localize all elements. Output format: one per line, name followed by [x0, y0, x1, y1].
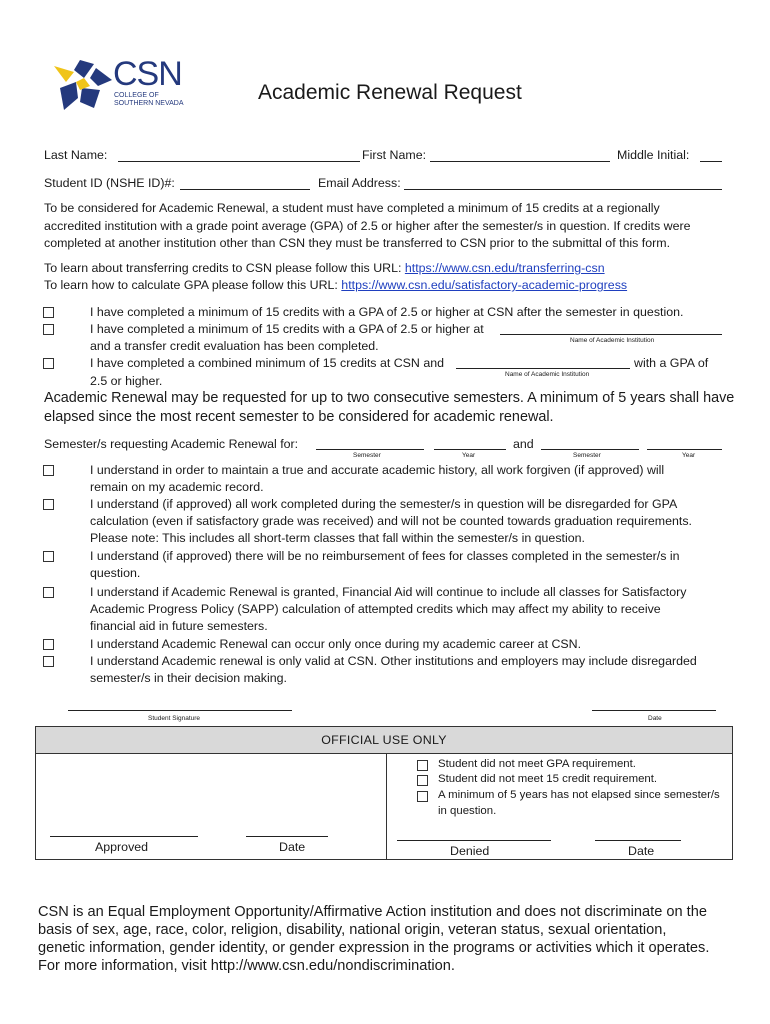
student-id-label: Student ID (NSHE ID)#: — [44, 176, 175, 190]
logo-wordmark: CSN — [113, 55, 182, 93]
email-field[interactable] — [404, 189, 722, 190]
footer-line-1: CSN is an Equal Employment Opportunity/Affirmative Action institution and does not discriminate on the — [38, 904, 707, 920]
ack-4-checkbox[interactable] — [43, 587, 54, 598]
approved-caption: Approved — [95, 840, 149, 854]
gpa-link[interactable]: https://www.csn.edu/satisfactory-academic-progress — [341, 278, 628, 292]
reason-2-text: Student did not meet 15 credit requirement. — [438, 773, 658, 785]
last-name-label: Last Name: — [44, 148, 108, 162]
reason-1-checkbox[interactable] — [417, 760, 428, 771]
semester-2-caption: Semester — [573, 452, 601, 459]
ack-1-line-2: remain on my academic record. — [90, 480, 264, 494]
ack-4-line-3: financial aid in future semesters. — [90, 619, 268, 633]
approved-date-caption: Date — [279, 840, 306, 854]
ack-6-checkbox[interactable] — [43, 656, 54, 667]
ack-3-checkbox[interactable] — [43, 551, 54, 562]
ack-4-line-1: I understand if Academic Renewal is granted, Financial Aid will continue to include all classes for Satisfactory — [90, 585, 687, 599]
csn-star-icon — [50, 58, 116, 116]
reason-1-text: Student did not meet GPA requirement. — [438, 758, 636, 770]
reason-3-checkbox[interactable] — [417, 791, 428, 802]
semesters-and: and — [513, 437, 534, 451]
ack-4-line-2: Academic Progress Policy (SAPP) calculation of attempted credits which may affect my ability to receive — [90, 602, 661, 616]
option-1-text: I have completed a minimum of 15 credits with a GPA of 2.5 or higher at CSN after the semester in question. — [90, 305, 684, 319]
year-2-field[interactable] — [647, 449, 722, 450]
student-signature-caption: Student Signature — [148, 715, 201, 722]
ack-6-line-2: semester/s in their decision making. — [90, 671, 287, 685]
denied-caption: Denied — [450, 844, 490, 858]
ack-2-line-1: I understand (if approved) all work completed during the semester/s in question will be disregarded for GPA — [90, 497, 678, 511]
option-2-institution-field[interactable] — [500, 334, 722, 335]
footer-line-4: For more information, visit http://www.csn.edu/nondiscrimination. — [38, 958, 455, 974]
renewal-note-1: Academic Renewal may be requested for up to two consecutive semesters. A minimum of 5 years shall have — [44, 390, 735, 406]
gpa-link-text: To learn how to calculate GPA please follow this URL: — [44, 278, 342, 292]
semester-1-caption: Semester — [353, 452, 381, 459]
logo-sub2: SOUTHERN NEVADA — [114, 100, 184, 107]
transfer-link-text: To learn about transferring credits to CSN please follow this URL: — [44, 261, 405, 275]
year-1-field[interactable] — [434, 449, 506, 450]
ack-1-line-1: I understand in order to maintain a true and accurate academic history, all work forgiven (if approved) will — [90, 463, 665, 477]
approved-date-field[interactable] — [246, 836, 328, 837]
denied-signature-field[interactable] — [397, 840, 551, 841]
option-1-checkbox[interactable] — [43, 307, 54, 318]
footer-line-2: basis of sex, age, race, color, religion, disability, national origin, veteran status, sexual orientation, — [38, 922, 667, 938]
year-1-caption: Year — [462, 452, 476, 459]
denied-date-caption: Date — [628, 844, 655, 858]
logo-sub1: COLLEGE OF — [114, 92, 159, 99]
csn-logo — [50, 55, 184, 118]
email-label: Email Address: — [318, 176, 401, 190]
student-id-field[interactable] — [180, 189, 310, 190]
reason-2-checkbox[interactable] — [417, 775, 428, 786]
approved-signature-field[interactable] — [50, 836, 198, 837]
transfer-link[interactable]: https://www.csn.edu/transferring-csn — [404, 261, 605, 275]
official-use-divider — [386, 753, 387, 859]
ack-3-line-1: I understand (if approved) there will be no reimbursement of fees for classes completed in the semester/s in — [90, 549, 680, 563]
middle-initial-field[interactable] — [700, 161, 722, 162]
middle-initial-label: Middle Initial: — [617, 148, 690, 162]
ack-5-checkbox[interactable] — [43, 639, 54, 650]
ack-2-checkbox[interactable] — [43, 499, 54, 510]
gpa-link-line — [44, 277, 627, 294]
year-2-caption: Year — [682, 452, 696, 459]
signature-date-caption: Date — [648, 715, 662, 722]
intro-line-1: To be considered for Academic Renewal, a student must have completed a minimum of 15 credits at a regionally — [44, 201, 660, 215]
semester-2-field[interactable] — [541, 449, 639, 450]
option-2-checkbox[interactable] — [43, 324, 54, 335]
option-2-text-cont: and a transfer credit evaluation has been completed. — [90, 339, 379, 353]
last-name-field[interactable] — [118, 161, 360, 162]
intro-line-3: completed at another institution other than CSN they must be transferred to CSN prior to the submittal of this form. — [44, 236, 671, 250]
renewal-note-2: elapsed since the most recent semester to be considered for academic renewal. — [44, 409, 554, 425]
option-3-institution-caption: Name of Academic Institution — [505, 371, 590, 378]
transfer-link-line — [44, 260, 605, 277]
first-name-label: First Name: — [362, 148, 427, 162]
option-3-text: I have completed a combined minimum of 15 credits at CSN and — [90, 356, 444, 370]
option-3-checkbox[interactable] — [43, 358, 54, 369]
student-signature-field[interactable] — [68, 710, 292, 711]
ack-1-checkbox[interactable] — [43, 465, 54, 476]
option-2-institution-caption: Name of Academic Institution — [570, 337, 655, 344]
reason-3-text-cont: in question. — [438, 805, 497, 817]
reason-3-text: A minimum of 5 years has not elapsed since semester/s — [438, 789, 720, 801]
semesters-label: Semester/s requesting Academic Renewal for: — [44, 437, 299, 451]
option-3-text-gpa: with a GPA of — [634, 356, 709, 370]
footer-line-3: genetic information, gender identity, or gender expression in the programs or activities which it operates. — [38, 940, 710, 956]
option-3-institution-field[interactable] — [456, 368, 630, 369]
semester-1-field[interactable] — [316, 449, 424, 450]
ack-5-line-1: I understand Academic Renewal can occur only once during my academic career at CSN. — [90, 637, 582, 651]
first-name-field[interactable] — [430, 161, 610, 162]
option-2-text: I have completed a minimum of 15 credits with a GPA of 2.5 or higher at — [90, 322, 484, 336]
denied-date-field[interactable] — [595, 840, 681, 841]
ack-2-line-3: Please note: This includes all short-term classes that fall within the semester/s in question. — [90, 531, 585, 545]
ack-2-line-2: calculation (even if satisfactory grade was received) and will not be counted towards graduation requirements. — [90, 514, 692, 528]
page-title: Academic Renewal Request — [258, 81, 522, 104]
signature-date-field[interactable] — [592, 710, 716, 711]
intro-line-2: accredited institution with a grade point average (GPA) of 2.5 or higher after the semester/s in question. If credits were — [44, 219, 691, 233]
ack-3-line-2: question. — [90, 566, 141, 580]
ack-6-line-1: I understand Academic renewal is only valid at CSN. Other institutions and employers may include disregarded — [90, 654, 697, 668]
official-use-header: OFFICIAL USE ONLY — [321, 733, 447, 747]
option-3-text-cont: 2.5 or higher. — [90, 374, 163, 388]
